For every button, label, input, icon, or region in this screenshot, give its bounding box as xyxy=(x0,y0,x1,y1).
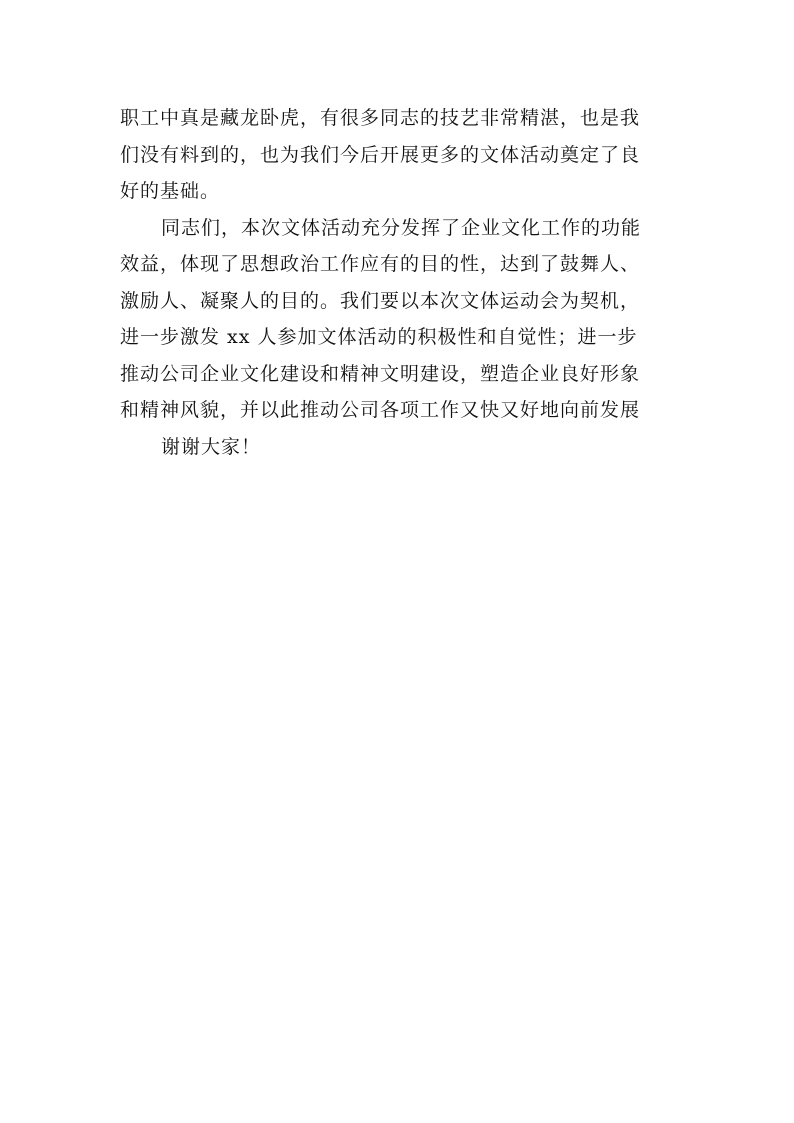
paragraph-line: 效益，体现了思想政治工作应有的目的性，达到了鼓舞人、 xyxy=(120,253,641,275)
paragraph-line: 进一步激发 xx 人参加文体活动的积极性和自觉性；进一步 xyxy=(120,326,638,348)
paragraph-line: 们没有料到的，也为我们今后开展更多的文体活动奠定了良 xyxy=(120,143,641,166)
paragraph-line: 同志们，本次文体活动充分发挥了企业文化工作的功能 xyxy=(161,216,642,239)
paragraph-line: 和精神风貌，并以此推动公司各项工作又快又好地向前发展 xyxy=(120,399,641,421)
paragraph-main xyxy=(120,210,700,429)
paragraph-line: 好的基础。 xyxy=(120,180,221,202)
speech-text-body xyxy=(120,100,700,465)
paragraph-continuation xyxy=(120,100,700,210)
paragraph-line: 激励人、凝聚人的目的。我们要以本次文体运动会为契机， xyxy=(120,289,641,312)
closing-thanks: 谢谢大家！ xyxy=(161,435,262,458)
paragraph-line: 职工中真是藏龙卧虎，有很多同志的技艺非常精湛，也是我 xyxy=(120,107,641,129)
paragraph-line: 推动公司企业文化建设和精神文明建设，塑造企业良好形象 xyxy=(120,362,641,385)
